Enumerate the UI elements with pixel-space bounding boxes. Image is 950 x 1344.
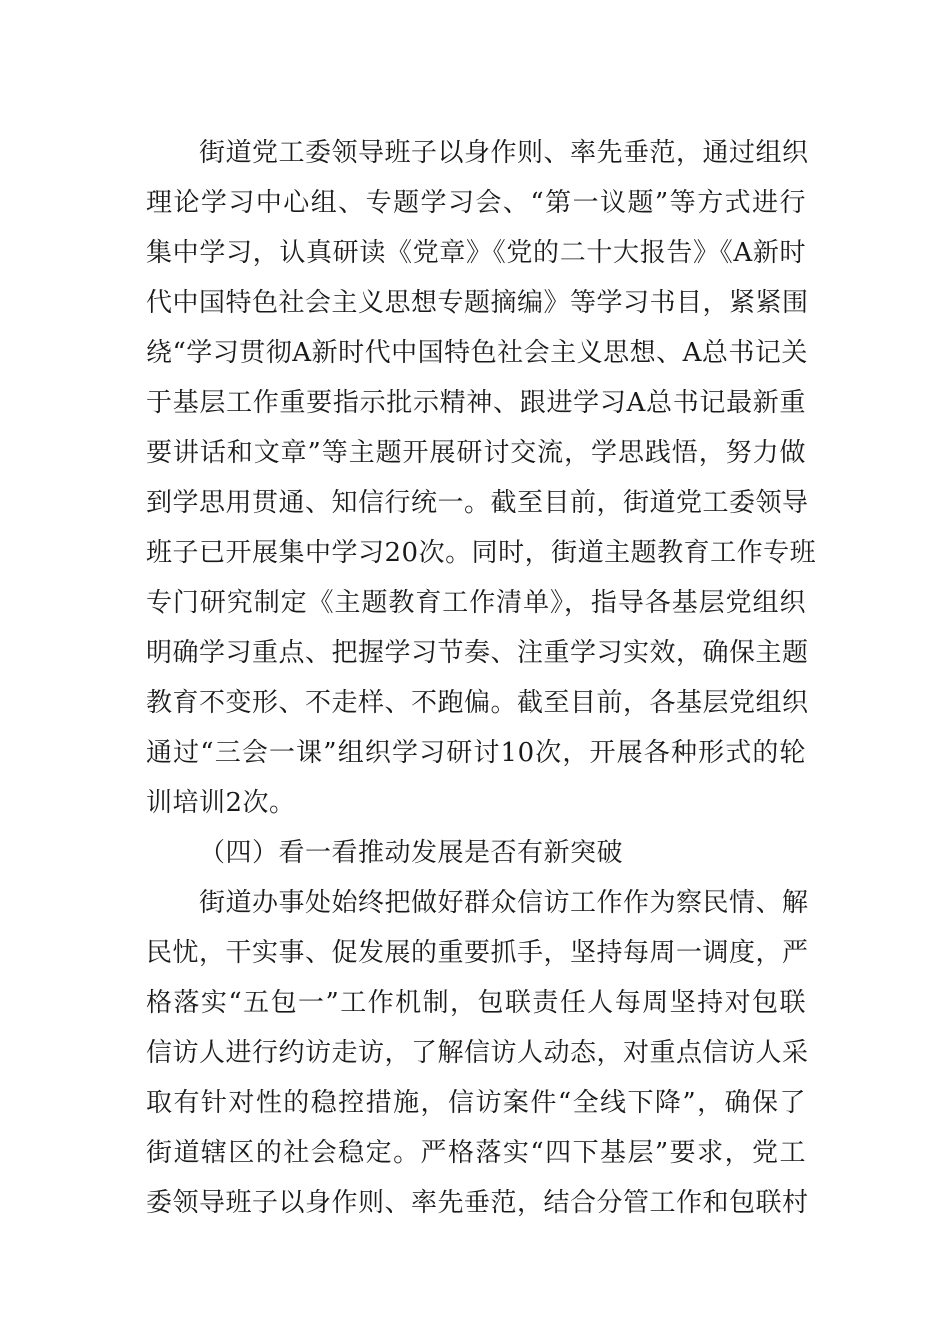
text-line: 街道辖区的社会稳定。严格落实“四下基层”要求，党工 xyxy=(146,1138,806,1168)
text-line: 通过“三会一课”组织学习研讨10次，开展各种形式的轮 xyxy=(146,738,806,768)
text-line: 明确学习重点、把握学习节奏、注重学习实效，确保主题 xyxy=(146,638,809,668)
text-line: 理论学习中心组、专题学习会、“第一议题”等方式进行 xyxy=(146,188,806,218)
text-line: 集中学习，认真研读《党章》《党的二十大报告》《A新时 xyxy=(146,238,806,268)
text-line: 代中国特色社会主义思想专题摘编》等学习书目，紧紧围 xyxy=(146,288,809,318)
text-line: 专门研究制定《主题教育工作清单》，指导各基层党组织 xyxy=(146,588,806,618)
text-line: 绕“学习贯彻A新时代中国特色社会主义思想、A总书记关 xyxy=(146,338,808,368)
text-line: 要讲话和文章”等主题开展研讨交流，学思践悟，努力做 xyxy=(146,438,806,468)
text-line: 民忧，干实事、促发展的重要抓手，坚持每周一调度，严 xyxy=(146,938,809,968)
text-line: 于基层工作重要指示批示精神、跟进学习A总书记最新重 xyxy=(146,388,806,418)
text-line: 到学思用贯通、知信行统一。截至目前，街道党工委领导 xyxy=(146,488,809,518)
section-heading: （四）看一看推动发展是否有新突破 xyxy=(199,838,624,868)
text-line: 教育不变形、不走样、不跑偏。截至目前，各基层党组织 xyxy=(146,688,809,718)
text-line: 班子已开展集中学习20次。同时，街道主题教育工作专班 xyxy=(146,538,817,568)
text-line: 训培训2次。 xyxy=(146,788,296,818)
text-line: 取有针对性的稳控措施，信访案件“全线下降”，确保了 xyxy=(146,1088,806,1118)
text-line: 街道党工委领导班子以身作则、率先垂范，通过组织 xyxy=(199,138,809,168)
text-line: 格落实“五包一”工作机制，包联责任人每周坚持对包联 xyxy=(146,988,806,1018)
text-line: 信访人进行约访走访，了解信访人动态，对重点信访人采 xyxy=(146,1038,809,1068)
text-line: 街道办事处始终把做好群众信访工作作为察民情、解 xyxy=(199,888,809,918)
text-line: 委领导班子以身作则、率先垂范，结合分管工作和包联村 xyxy=(146,1188,809,1218)
